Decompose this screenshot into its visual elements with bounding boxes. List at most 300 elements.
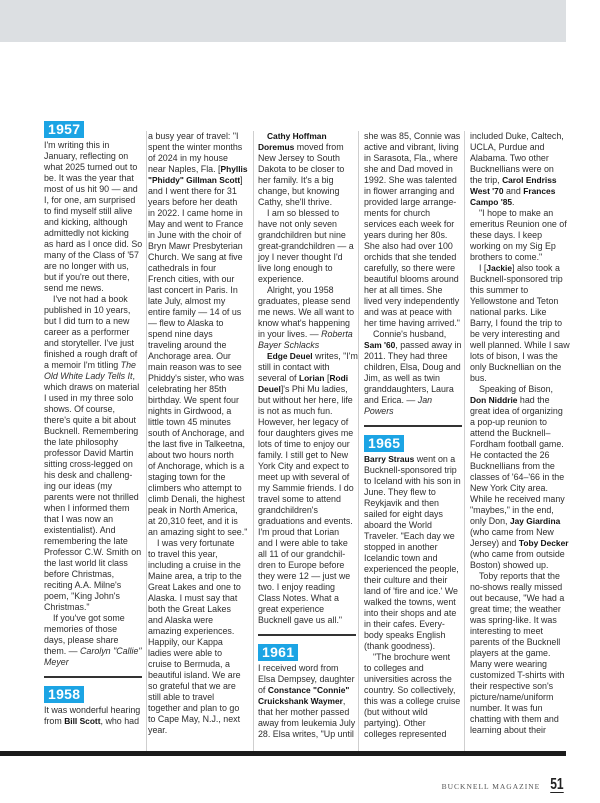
text-run: working on my Sig Ep bbox=[470, 241, 556, 251]
text-run: live long enough to bbox=[258, 263, 333, 273]
text-line bbox=[470, 516, 570, 527]
text-run: Bucknellians were on bbox=[470, 164, 554, 174]
text-line bbox=[470, 571, 570, 582]
text-line bbox=[148, 230, 248, 241]
text-line bbox=[364, 362, 464, 373]
text-line bbox=[258, 373, 358, 384]
text-run: in 2022. I came home in bbox=[148, 208, 243, 218]
section-rule bbox=[364, 425, 462, 427]
text-line bbox=[44, 382, 144, 393]
text-run: Icelandic town and bbox=[364, 552, 438, 563]
text-run: Alaska. I must say that bbox=[148, 593, 238, 603]
text-run: there's quite a bit about bbox=[44, 415, 136, 425]
text-line bbox=[44, 426, 144, 437]
text-run: walked the towns, went bbox=[364, 596, 456, 607]
text-run: Cathy, she'll thrive. bbox=[258, 197, 333, 207]
text-run: memories of those bbox=[44, 624, 118, 634]
alumni-name: "Phiddy" Gillman Scott bbox=[148, 175, 241, 185]
text-line bbox=[148, 659, 248, 670]
text-line bbox=[44, 536, 144, 547]
text-line bbox=[470, 417, 570, 428]
text-line bbox=[470, 703, 570, 714]
text-run: this was a college cruise bbox=[364, 695, 461, 706]
text-line bbox=[44, 547, 144, 558]
text-line bbox=[148, 329, 248, 340]
text-line bbox=[148, 681, 248, 692]
text-run: most of us hit 90 — and bbox=[44, 184, 138, 194]
text-run: together and plan to go bbox=[148, 703, 240, 713]
text-run: June. They flew to bbox=[364, 486, 436, 497]
text-run: Bucknellians from the bbox=[470, 461, 555, 471]
text-line bbox=[258, 549, 358, 560]
text-line bbox=[44, 250, 144, 261]
text-line bbox=[470, 263, 570, 274]
text-run: services each week for bbox=[364, 219, 455, 229]
text-run: several of bbox=[258, 373, 299, 383]
text-line bbox=[258, 571, 358, 582]
text-line bbox=[364, 553, 464, 564]
text-line bbox=[364, 351, 464, 362]
text-run: and storyteller. I've just bbox=[44, 338, 134, 348]
text-line bbox=[258, 395, 358, 406]
text-run: poem, "King John's bbox=[44, 591, 120, 601]
text-line bbox=[148, 153, 248, 164]
text-line bbox=[148, 362, 248, 373]
text-line bbox=[44, 294, 144, 305]
text-run: sitting cross-legged on bbox=[44, 459, 133, 469]
text-run: and Erica. — bbox=[364, 395, 418, 405]
text-line bbox=[364, 230, 464, 241]
text-line bbox=[44, 305, 144, 316]
text-run: years during her 80s. bbox=[364, 230, 448, 240]
text-run: number. It was fun bbox=[470, 703, 543, 713]
text-line bbox=[148, 450, 248, 461]
text-line bbox=[148, 549, 248, 560]
text-line bbox=[470, 692, 570, 703]
text-line bbox=[364, 696, 464, 707]
text-line bbox=[470, 197, 570, 208]
alumni-name: Don Niddrie bbox=[470, 395, 518, 405]
text-line bbox=[258, 527, 358, 538]
text-run: so grateful that we are bbox=[148, 681, 236, 691]
text-line bbox=[364, 186, 464, 197]
text-line bbox=[470, 131, 570, 142]
text-line bbox=[148, 538, 248, 549]
text-line bbox=[44, 657, 144, 668]
text-line bbox=[148, 208, 248, 219]
text-run: Phiddy's sister, who was bbox=[148, 373, 244, 383]
text-run: (thank goodness). bbox=[364, 640, 436, 651]
text-line bbox=[148, 483, 248, 494]
text-run: in your lives. — bbox=[258, 329, 322, 339]
text-line bbox=[364, 630, 464, 641]
text-line bbox=[364, 674, 464, 685]
text-line bbox=[364, 373, 464, 384]
text-run: career as a performer bbox=[44, 327, 130, 337]
text-line bbox=[44, 338, 144, 349]
text-line bbox=[470, 307, 570, 318]
alumni-name: Barry Straus bbox=[364, 453, 415, 464]
text-line bbox=[470, 681, 570, 692]
text-line bbox=[148, 637, 248, 648]
top-band bbox=[0, 0, 566, 42]
text-run: Fordham football game. bbox=[470, 439, 564, 449]
text-run: carefully, so there were bbox=[364, 263, 456, 273]
text-run: I've not had a book bbox=[53, 294, 128, 304]
text-run: ] also took a bbox=[512, 263, 560, 273]
text-run: staging town for the bbox=[148, 472, 226, 482]
text-line bbox=[364, 164, 464, 175]
text-line bbox=[44, 184, 144, 195]
text-line bbox=[44, 569, 144, 580]
text-line bbox=[148, 274, 248, 285]
text-line bbox=[470, 725, 570, 736]
text-line bbox=[364, 531, 464, 542]
text-run: and bbox=[503, 186, 524, 196]
text-line bbox=[148, 175, 248, 186]
text-run: Jersey) and bbox=[470, 538, 519, 548]
text-line bbox=[148, 461, 248, 472]
text-line bbox=[364, 454, 464, 465]
text-line bbox=[470, 714, 570, 725]
text-run: colleges represented bbox=[364, 728, 447, 739]
text-run: his desk and challeng- bbox=[44, 470, 133, 480]
text-run: stopped in another bbox=[364, 541, 438, 552]
text-line bbox=[148, 373, 248, 384]
text-line bbox=[364, 153, 464, 164]
text-run: her at all times. She bbox=[364, 285, 443, 295]
alumni-name: Cruickshank Waymer bbox=[258, 695, 343, 706]
text-line bbox=[364, 498, 464, 509]
text-line bbox=[44, 151, 144, 162]
text-line bbox=[258, 329, 358, 340]
text-run: , bbox=[342, 695, 346, 706]
text-run: as hard as I once did. So bbox=[44, 239, 143, 249]
text-line bbox=[148, 142, 248, 153]
text-line bbox=[258, 718, 358, 729]
text-line bbox=[44, 217, 144, 228]
text-line bbox=[470, 285, 570, 296]
italic-text: The bbox=[120, 360, 136, 370]
text-run: what 2025 turned out to bbox=[44, 162, 138, 172]
text-line bbox=[364, 131, 464, 142]
text-run: While he received many bbox=[470, 494, 565, 504]
text-line bbox=[44, 140, 144, 151]
text-run: her family. It's a big bbox=[258, 175, 334, 185]
text-line bbox=[470, 318, 570, 329]
text-line bbox=[258, 483, 358, 494]
text-run: to Cape May, N.J., next bbox=[148, 714, 241, 724]
text-run: graduates, please send bbox=[258, 296, 351, 306]
text-run: universities across the bbox=[364, 673, 452, 684]
text-run: "I hope to make an bbox=[479, 208, 554, 218]
text-line bbox=[44, 283, 144, 294]
text-run: send me news. bbox=[44, 283, 104, 293]
column-3 bbox=[258, 131, 358, 740]
text-run: and was at peace with bbox=[364, 307, 452, 317]
text-line bbox=[364, 384, 464, 395]
text-run: into their shops and ate bbox=[364, 607, 457, 618]
text-run: Class Notes. What a bbox=[258, 593, 339, 603]
text-run: of Anchorage, which is a bbox=[148, 461, 245, 471]
text-run: little town 45 minutes bbox=[148, 417, 231, 427]
text-line bbox=[364, 263, 464, 274]
text-line bbox=[470, 670, 570, 681]
text-run: I am so blessed to bbox=[267, 208, 340, 218]
text-line bbox=[44, 481, 144, 492]
text-run: (but without wild bbox=[364, 706, 428, 717]
alumni-name: Sam '60 bbox=[364, 340, 396, 350]
text-run: granddaughters, Laura bbox=[364, 384, 454, 394]
text-line bbox=[470, 450, 570, 461]
text-line bbox=[470, 428, 570, 439]
text-run: travel some to attend bbox=[258, 494, 341, 504]
text-line bbox=[258, 729, 358, 740]
text-run: when I informed them bbox=[44, 503, 130, 513]
text-run: traveling around the bbox=[148, 340, 227, 350]
text-line bbox=[258, 208, 358, 219]
italic-text: Jan bbox=[417, 395, 433, 405]
text-line bbox=[258, 516, 358, 527]
text-run: the last world lit class bbox=[44, 558, 128, 568]
text-run: joy I never thought I'd bbox=[258, 252, 343, 262]
text-run: grandchildren's bbox=[258, 505, 318, 515]
text-line bbox=[258, 131, 358, 142]
text-run: at 20,310 feet, and it is bbox=[148, 516, 238, 526]
text-line bbox=[364, 340, 464, 351]
text-line bbox=[258, 450, 358, 461]
text-line bbox=[258, 707, 358, 718]
magazine-name: BUCKNELL MAGAZINE bbox=[441, 782, 541, 791]
text-run: they were 12 — just we bbox=[258, 571, 351, 581]
text-run: reciting A.A. Milne's bbox=[44, 580, 122, 590]
text-run: only Don, bbox=[470, 516, 510, 526]
text-run: great-grandchildren — a bbox=[258, 241, 354, 251]
text-line bbox=[148, 296, 248, 307]
text-line bbox=[470, 153, 570, 164]
text-line bbox=[258, 674, 358, 685]
text-run: Traveler. "Each day we bbox=[364, 530, 455, 541]
text-line bbox=[258, 593, 358, 604]
text-run: However, her legacy of bbox=[258, 417, 349, 427]
text-run: both the Great Lakes bbox=[148, 604, 231, 614]
text-run: two. I enjoy reading bbox=[258, 582, 335, 592]
text-run: great experience bbox=[258, 604, 325, 614]
text-run: Bucknell gave us all." bbox=[258, 615, 343, 625]
text-line bbox=[148, 428, 248, 439]
text-line bbox=[470, 384, 570, 395]
text-line bbox=[364, 520, 464, 531]
text-line bbox=[364, 252, 464, 263]
text-line bbox=[470, 648, 570, 659]
text-run: She also had over 100 bbox=[364, 241, 453, 251]
text-run: spent the winter months bbox=[148, 142, 243, 152]
text-run: but without her here, life bbox=[258, 395, 353, 405]
text-run: Church. We sang at five bbox=[148, 252, 243, 262]
text-run: picture/name/uniform bbox=[470, 692, 554, 702]
text-run: in June with the choir of bbox=[148, 230, 242, 240]
text-line bbox=[364, 274, 464, 285]
text-line bbox=[148, 725, 248, 736]
text-line bbox=[44, 349, 144, 360]
text-line bbox=[44, 716, 144, 727]
text-line bbox=[44, 591, 144, 602]
text-line bbox=[364, 307, 464, 318]
text-line bbox=[258, 663, 358, 674]
class-year-heading: 1965 bbox=[364, 435, 404, 452]
text-line bbox=[258, 685, 358, 696]
alumni-name: Doremus bbox=[258, 142, 295, 152]
text-run: ladies were able to bbox=[148, 648, 223, 658]
text-line bbox=[258, 351, 358, 362]
text-run: meet up with several of bbox=[258, 472, 350, 482]
text-run: before Christmas, bbox=[44, 569, 115, 579]
text-run: learning about their bbox=[470, 725, 546, 735]
text-line bbox=[258, 560, 358, 571]
text-run: days, please share bbox=[44, 635, 119, 645]
text-line bbox=[470, 494, 570, 505]
text-line bbox=[44, 635, 144, 646]
text-line bbox=[364, 575, 464, 586]
text-line bbox=[148, 670, 248, 681]
text-line bbox=[44, 239, 144, 250]
text-line bbox=[470, 593, 570, 604]
column-divider bbox=[253, 131, 254, 751]
text-run: Alright, you 1958 bbox=[267, 285, 334, 295]
text-run: out because, "We had a bbox=[470, 593, 565, 603]
text-run: lived very independently bbox=[364, 296, 460, 306]
text-line bbox=[148, 604, 248, 615]
text-line bbox=[364, 652, 464, 663]
text-line bbox=[148, 615, 248, 626]
alumni-name: Jackie bbox=[486, 263, 513, 273]
text-line bbox=[258, 538, 358, 549]
text-run: went on a bbox=[414, 453, 456, 464]
text-run: she was 85, Connie was bbox=[364, 131, 461, 141]
text-run: she and Dad moved in bbox=[364, 164, 453, 174]
text-line bbox=[148, 527, 248, 538]
text-run: I used in my three solo bbox=[44, 393, 134, 403]
text-line bbox=[364, 329, 464, 340]
text-run: writes, "I'm bbox=[312, 351, 358, 361]
text-run: provided large arrange- bbox=[364, 197, 457, 207]
text-line bbox=[470, 439, 570, 450]
text-run: remembering the late bbox=[44, 536, 128, 546]
text-line bbox=[258, 494, 358, 505]
text-run: from bbox=[44, 715, 65, 726]
text-run: birthday. We spent four bbox=[148, 395, 239, 405]
text-line bbox=[44, 646, 144, 657]
text-run: , bbox=[132, 371, 135, 381]
alumni-name: West '70 bbox=[470, 186, 504, 196]
text-line bbox=[364, 175, 464, 186]
text-run: of bbox=[258, 684, 268, 695]
text-run: Boston) showed up. bbox=[470, 560, 549, 570]
text-run: ]'s Phi Mu ladies, bbox=[280, 384, 348, 394]
text-line bbox=[364, 296, 464, 307]
text-run: the last five in Talkeetna, bbox=[148, 439, 246, 449]
text-run: experience. bbox=[258, 274, 304, 284]
text-line bbox=[148, 626, 248, 637]
text-line bbox=[258, 340, 358, 351]
text-run: be. It was the year that bbox=[44, 173, 134, 183]
text-run: York City and expect to bbox=[258, 461, 349, 471]
text-line bbox=[470, 241, 570, 252]
text-line bbox=[148, 318, 248, 329]
text-run: Reykjavik and then bbox=[364, 497, 439, 508]
text-run: Many were wearing bbox=[470, 659, 547, 669]
text-line bbox=[470, 219, 570, 230]
text-line bbox=[258, 285, 358, 296]
text-line bbox=[364, 241, 464, 252]
text-run: land of 'fire and ice.' We bbox=[364, 585, 458, 596]
text-line bbox=[364, 487, 464, 498]
text-line bbox=[148, 439, 248, 450]
text-line bbox=[258, 263, 358, 274]
text-run: interesting to meet bbox=[470, 626, 544, 636]
text-run: that I was now an bbox=[44, 514, 114, 524]
text-line bbox=[258, 230, 358, 241]
text-line bbox=[44, 360, 144, 371]
text-line bbox=[148, 252, 248, 263]
text-line bbox=[148, 131, 248, 142]
text-line bbox=[470, 472, 570, 483]
text-run: Anchorage area. Our bbox=[148, 351, 231, 361]
text-run: January, reflecting on bbox=[44, 151, 129, 161]
text-line bbox=[258, 615, 358, 626]
text-line bbox=[148, 505, 248, 516]
text-run: "The brochure went bbox=[373, 651, 451, 662]
text-run: Bucknell-sponsored trip bbox=[364, 464, 457, 475]
text-run: shows. Of course, bbox=[44, 404, 116, 414]
text-run: well planned. While I saw bbox=[470, 340, 570, 350]
text-line bbox=[44, 415, 144, 426]
text-line bbox=[44, 393, 144, 404]
text-run: of 2024 in my house bbox=[148, 153, 228, 163]
text-line bbox=[364, 564, 464, 575]
text-run: and kicking, although bbox=[44, 217, 128, 227]
text-line bbox=[44, 206, 144, 217]
text-run: still able to travel bbox=[148, 692, 215, 702]
text-run: French cities, with our bbox=[148, 274, 235, 284]
text-run: and I went there for 31 bbox=[148, 186, 237, 196]
text-run: body speaks English bbox=[364, 629, 446, 640]
text-line bbox=[44, 173, 144, 184]
text-line bbox=[470, 505, 570, 516]
text-line bbox=[364, 685, 464, 696]
text-line bbox=[470, 351, 570, 362]
text-run: It was wonderful hearing bbox=[44, 704, 141, 715]
text-run: He contacted the 26 bbox=[470, 450, 550, 460]
alumni-name: Phyllis bbox=[220, 164, 248, 174]
text-line bbox=[148, 406, 248, 417]
text-run: amazing experiences. bbox=[148, 626, 235, 636]
text-run: that her mother passed bbox=[258, 706, 350, 717]
text-run: Happily, our Kappa bbox=[148, 637, 223, 647]
text-run: family. I still get to New bbox=[258, 450, 349, 460]
text-run: I'm proud that Lorian bbox=[258, 527, 340, 537]
text-run: professor David Martin bbox=[44, 448, 134, 458]
text-run: about two hours north bbox=[148, 450, 234, 460]
text-run: years before her death bbox=[148, 197, 238, 207]
text-line bbox=[258, 164, 358, 175]
text-run: their culture and their bbox=[364, 574, 448, 585]
text-line bbox=[258, 604, 358, 615]
text-run: a pop-up reunion to bbox=[470, 417, 547, 427]
text-line bbox=[258, 318, 358, 329]
text-line bbox=[44, 404, 144, 415]
text-line bbox=[44, 316, 144, 327]
